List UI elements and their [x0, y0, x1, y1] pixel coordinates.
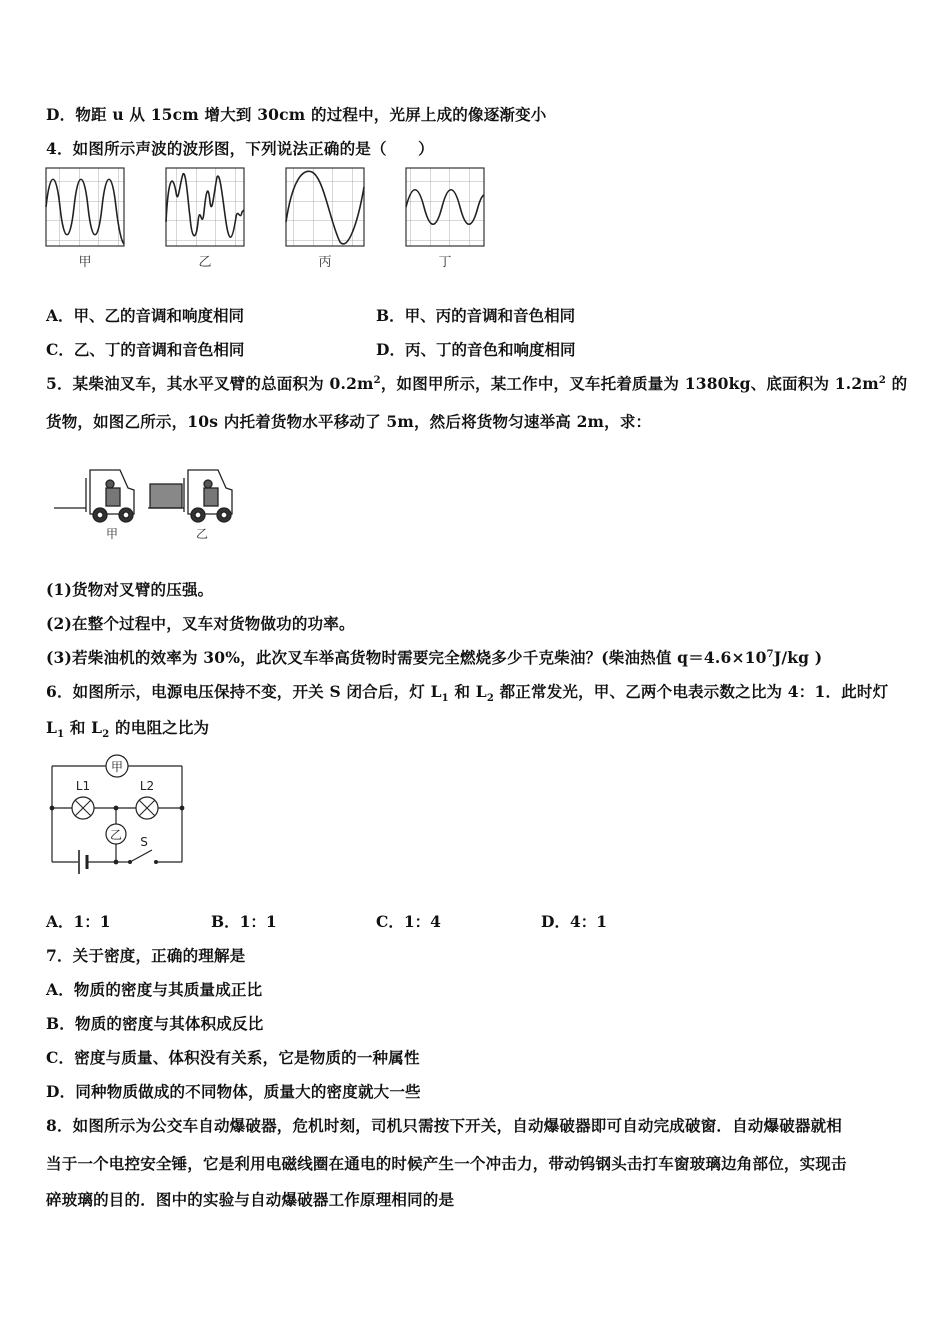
caption-yi: 乙 [198, 255, 212, 270]
caption-ding: 丁 [438, 255, 452, 270]
q6-option-b: B．1：1 [211, 912, 277, 931]
q6-stem-line2: $L_1$ 和 $L_2$ 的电阻之比为 [46, 718, 210, 741]
q5-stem-line2: 货物，如图乙所示，10s 内托着货物水平移动了 5m，然后将货物匀速举高 2m，求： [46, 412, 652, 431]
forklift-yi [148, 470, 232, 522]
q3-option-d: D．物距 u 从 15cm 增大到 30cm 的过程中，光屏上成的像逐渐变小 [46, 105, 547, 124]
lamp-l1-label: L1 [75, 779, 91, 793]
q7-option-d: D．同种物质做成的不同物体，质量大的密度就大一些 [46, 1082, 421, 1101]
q6-stem-line1: 6．如图所示，电源电压保持不变，开关 S 闭合后，灯 $L_1$ 和 $L_2$ 都正常发光，甲、乙两个电表示数之比为 4：1．此时灯 [46, 682, 889, 705]
q5-part-2: (2)在整个过程中，叉车对货物做功的功率。 [46, 614, 355, 633]
wave-bing [286, 168, 364, 246]
wave-ding [406, 168, 484, 246]
q5-stem-line1: 5．某柴油叉车，其水平叉臂的总面积为 $0.2m^2$，如图甲所示，某工作中，叉车托着质量为 1380kg、底面积为 $1.2m^2$ 的 [46, 374, 908, 393]
q8-stem-line2: 当于一个电控安全锤，它是利用电磁线圈在通电的时候产生一个冲击力，带动钨钢头击打车窗玻璃边角部位，实现击 [46, 1154, 847, 1173]
caption-jia: 甲 [78, 255, 92, 270]
q6-option-d: D．4：1 [541, 912, 608, 931]
switch-s-label: S [140, 835, 148, 849]
q5-part-1: (1)货物对叉臂的压强。 [46, 580, 214, 599]
q4-waveform-figures [40, 162, 500, 274]
q7-option-b: B．物质的密度与其体积成反比 [46, 1014, 264, 1033]
forklift-jia [54, 470, 134, 522]
q4-option-b: B．甲、丙的音调和音色相同 [376, 306, 576, 325]
q5-forklift-figures [50, 460, 240, 542]
wave-jia [46, 168, 124, 246]
q7-stem: 7．关于密度，正确的理解是 [46, 946, 246, 965]
meter-jia-label: 甲 [110, 760, 124, 774]
q4-option-c: C．乙、丁的音调和音色相同 [46, 340, 245, 359]
q4-stem: 4．如图所示声波的波形图，下列说法正确的是（ ） [46, 139, 434, 158]
q6-option-c: C．1：4 [376, 912, 441, 931]
q4-option-a: A．甲、乙的音调和响度相同 [46, 306, 245, 325]
q7-option-a: A．物质的密度与其质量成正比 [46, 980, 263, 999]
caption-bing: 丙 [318, 255, 332, 270]
meter-yi-label: 乙 [109, 828, 123, 842]
q4-option-d: D．丙、丁的音色和响度相同 [376, 340, 576, 359]
q7-option-c: C．密度与质量、体积没有关系，它是物质的一种属性 [46, 1048, 420, 1067]
q5-part-3: (3)若柴油机的效率为 30%，此次叉车举高货物时需要完全燃烧多少千克柴油？(柴油热值 $q=4.6\times 10^7J/kg$ ) [46, 648, 823, 667]
q8-stem-line3: 碎玻璃的目的．图中的实验与自动爆破器工作原理相同的是 [46, 1190, 455, 1209]
wave-yi [166, 168, 244, 246]
lamp-l2-label: L2 [139, 779, 155, 793]
caption-yi: 乙 [195, 527, 209, 541]
q8-stem-line1: 8．如图所示为公交车自动爆破器，危机时刻，司机只需按下开关，自动爆破器即可自动完成破窗．自动爆破器就相 [46, 1116, 842, 1135]
q6-circuit-diagram [44, 752, 190, 880]
caption-jia: 甲 [105, 527, 119, 541]
q6-option-a: A．1：1 [46, 912, 111, 931]
